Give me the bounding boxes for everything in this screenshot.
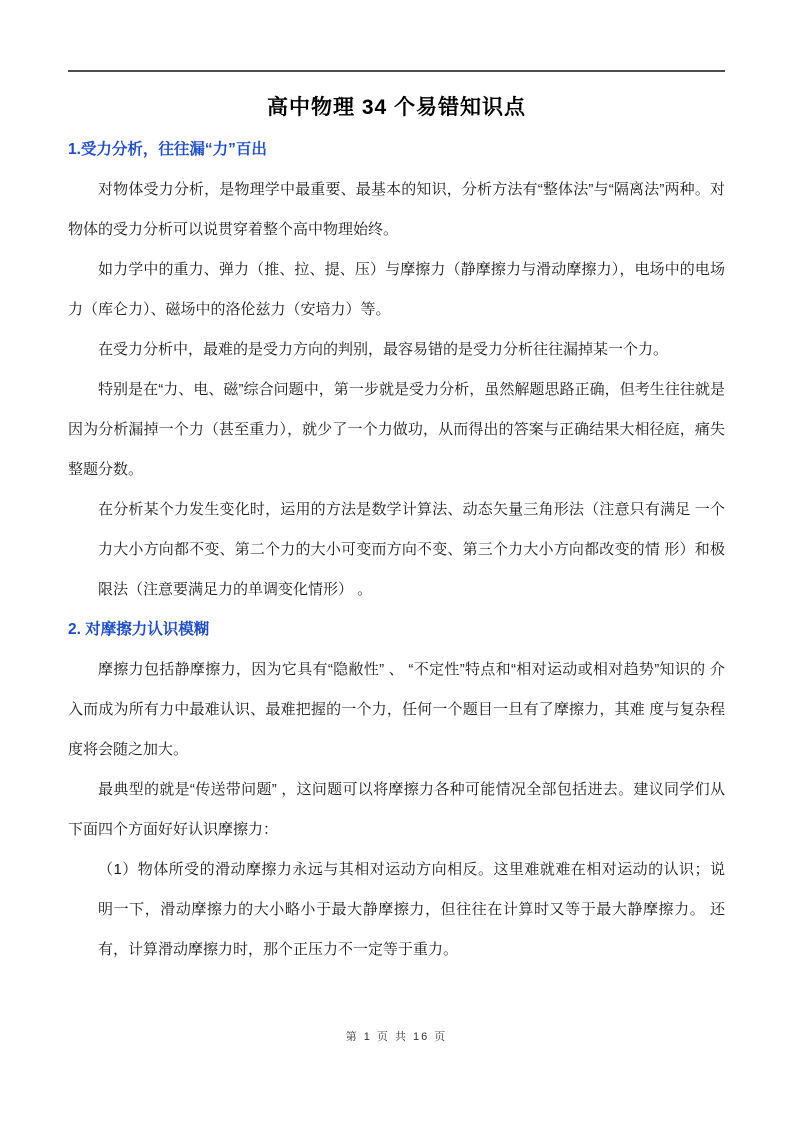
paragraph: 在受力分析中，最难的是受力方向的判别，最容易错的是受力分析往往漏掉某一个力。 (98, 341, 669, 358)
paragraph: 在分析某个力发生变化时，运用的方法是数学计算法、动态矢量三角形法（注意只有满足 一个力大小方向都不变、第二个力的大小可变而方向不变、第三个力大小方向都改变的情 形）和极限法（注意要满足力的单调变化情形） 。 (98, 501, 725, 598)
section-1-heading: 1.受力分析，往往漏“力”百出 (68, 141, 267, 158)
paragraph: 最典型的就是“传送带问题” ，这问题可以将摩擦力各种可能情况全部包括进去。建议同学们从下面四个方面好好认识摩擦力： (68, 781, 725, 838)
page-footer: 第 1 页 共 16 页 (345, 1031, 448, 1043)
section-1 (68, 130, 725, 610)
paragraph: 摩擦力包括静摩擦力，因为它具有“隐敝性” 、 “不定性”特点和“相对运动或相对趋势”知识的 介入而成为所有力中最难认识、最难把握的一个力，任何一个题目一旦有了摩擦力，其难 度与复杂程度将会随之加大。 (68, 661, 725, 758)
section-2-heading: 2. 对摩擦力认识模糊 (68, 621, 210, 638)
paragraph: 对物体受力分析，是物理学中最重要、最基本的知识，分析方法有“整体法”与“隔离法”两种。对物体的受力分析可以说贯穿着整个高中物理始终。 (68, 181, 725, 238)
paragraph: （1）物体所受的滑动摩擦力永远与其相对运动方向相反。这里难就难在相对运动的认识；说 明一下，滑动摩擦力的大小略小于最大静摩擦力，但往往在计算时又等于最大静摩擦力。 还有，计算滑动摩擦力时，那个正压力不一定等于重力。 (98, 861, 725, 958)
paragraph: 如力学中的重力、弹力（推、拉、提、压）与摩擦力（静摩擦力与滑动摩擦力），电场中的电场力（库仑力）、磁场中的洛伦兹力（安培力）等。 (68, 261, 725, 318)
section-2 (68, 610, 725, 970)
paragraph: 特别是在“力、电、磁”综合问题中，第一步就是受力分析，虽然解题思路正确，但考生往往就是因为分析漏掉一个力（甚至重力），就少了一个力做功，从而得出的答案与正确结果大相径庭，痛失整题分数。 (68, 381, 725, 478)
page-title: 高中物理 34 个易错知识点 (266, 96, 527, 119)
top-divider (68, 70, 725, 72)
